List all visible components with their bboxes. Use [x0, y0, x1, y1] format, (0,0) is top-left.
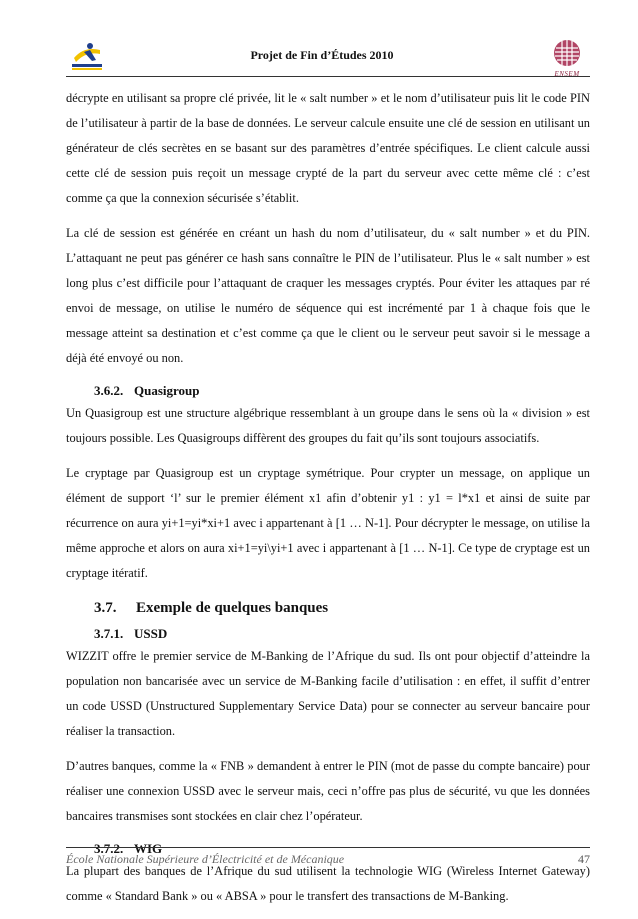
- section-number: 3.7.1.: [94, 626, 124, 641]
- footer-divider: [66, 847, 590, 848]
- paragraph-5: WIZZIT offre le premier service de M-Banking de l’Afrique du sud. Ils ont pour objectif d’atteindre la population non bancarisée avec un service de M-Banking facile d’utilisation : en effet, il suffit d’entrer un code USSD (Unstructured Supplementary Service Data) pour se connecter au serveur bancaire pour réaliser la transaction.: [66, 649, 590, 738]
- section-number: 3.7.: [94, 600, 117, 616]
- section-title: USSD: [134, 626, 168, 641]
- ensem-logo: [550, 38, 584, 72]
- section-title: Exemple de quelques banques: [136, 600, 329, 616]
- section-number: 3.7.2.: [94, 841, 124, 856]
- page-header: [66, 30, 578, 76]
- paragraph-4: Le cryptage par Quasigroup est un cryptage symétrique. Pour crypter un message, on applique un élément de support ‘l’ sur le premier élément x1 afin d’obtenir y1 : y1 = l*x1 et ainsi de suite par récurrence on aura yi+1=yi*xi+1 avec i appartenant à [1 … N-1]. Pour décrypter le message, on utilise la même approche et alors on aura xi+1=yi\yi+1 avec i appartenant à [1 … N-1]. Ce type de cryptage est un cryptage itératif.: [66, 466, 590, 580]
- page-number: 47: [578, 852, 590, 866]
- section-heading-3-6-2: [66, 381, 590, 401]
- header-divider: [66, 76, 590, 77]
- paragraph-7: La plupart des banques de l’Afrique du sud utilisent la technologie WIG (Wireless Internet Gateway) comme « Standard Bank » ou « ABSA » pour le transfert des transactions de M-Banking.: [66, 864, 590, 903]
- paragraph-2: La clé de session est générée en créant un hash du nom d’utilisateur, du « salt number » et du PIN. L’attaquant ne peut pas générer ce hash sans connaître le PIN de l’utilisateur. Plus le « salt number » est long plus c’est difficile pour l’attaquant de craquer les messages cryptés. Pour éviter les attaques par ré envoi de message, on utilise le numéro de séquence qui est incrémenté par 1 à chaque fois que le message atteint sa destination et c’est comme ça que le client ou le serveur peut savoir si le message a déjà été envoyé ou non.: [66, 226, 590, 365]
- section-heading-3-7-1: [66, 624, 590, 644]
- footer-school-name: École Nationale Supérieure d’Électricité et de Mécanique: [66, 852, 345, 866]
- paragraph-3: Un Quasigroup est une structure algébrique ressemblant à un groupe dans le sens où la « division » est toujours possible. Les Quasigroups diffèrent des groupes du fait qu’ils sont toujours associatifs.: [66, 406, 590, 445]
- section-number: 3.6.2.: [94, 383, 124, 398]
- page-content: [66, 86, 590, 919]
- ensem-logo-text: ENSEM: [554, 70, 580, 78]
- paragraph-6: D’autres banques, comme la « FNB » demandent à entrer le PIN (mot de passe du compte bancaire) pour réaliser une connexion USSD avec le serveur mais, ceci n’offre pas plus de sécurité, vu que les données bancaires transmises sont stockées en clair chez l’opérateur.: [66, 759, 590, 823]
- section-title: Quasigroup: [134, 383, 200, 398]
- section-heading-3-7: [66, 596, 590, 620]
- header-title: Projet de Fin d’Études 2010: [250, 48, 394, 62]
- section-title: WIG: [134, 841, 163, 856]
- paragraph-1: décrypte en utilisant sa propre clé privée, lit le « salt number » et le nom d’utilisateur puis lit le code PIN de l’utilisateur à partir de la base de données. Le serveur calcule ensuite une clé de session en utilisant un générateur de clés secrètes en se basant sur des paramètres d’entrée spécifiques. Le client calcule aussi cette clé de session puis reçoit un message crypté de la part du serveur avec cette même clé : c’est comme ça que la connexion sécurisée s’établit.: [66, 91, 590, 205]
